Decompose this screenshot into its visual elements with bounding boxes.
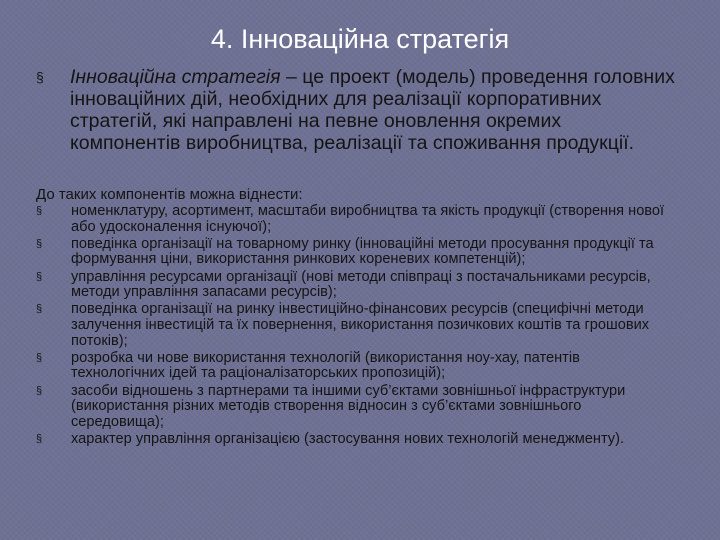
list-item	[36, 237, 676, 268]
definition-text: – це проект (модель) проведення головних інноваційних дій, необхідних для реалізації корпоративних стратегій, які направлені на певне оновлення окремих компонентів виробництва, реалізації та споживання продукції.	[70, 66, 675, 154]
list-item	[36, 384, 676, 431]
list-item	[36, 432, 676, 448]
component-list	[36, 204, 676, 449]
list-item-text: засоби відношень з партнерами та іншими суб’єктами зовнішньої інфраструктури (використання різних методів створення відносин з суб’єктами зовнішнього середовища);	[71, 382, 626, 430]
main-paragraph	[36, 66, 676, 154]
list-item	[36, 351, 676, 382]
list-item-text: поведінка організації на ринку інвестиційно-фінансових ресурсів (специфічні методи залучення інвестицій та їх повернення, використання позичкових коштів та грошових потоків);	[71, 301, 650, 349]
list-item-text: номенклатуру, асортимент, масштаби виробництва та якість продукції (створення нової або удосконалення існуючої);	[71, 203, 665, 235]
list-item-text: характер управління організацією (застосування нових технологій менеджменту).	[71, 430, 625, 447]
list-item	[36, 302, 676, 349]
list-item	[36, 270, 676, 301]
bullet-icon: §	[36, 205, 43, 217]
list-intro: До таких компонентів можна віднести:	[36, 186, 303, 203]
bullet-icon: §	[36, 237, 43, 250]
bullet-icon: §	[36, 69, 44, 85]
bullet-icon: §	[36, 270, 43, 283]
main-paragraph-text	[70, 66, 676, 154]
bullet-icon: §	[36, 432, 43, 445]
slide-title: 4. Інноваційна стратегія	[210, 24, 510, 54]
list-item-text: розробка чи нове використання технологій (використання ноу-хау, патентів технологічних ідей та раціоналізаторських пропозицій);	[71, 349, 580, 382]
bullet-icon: §	[36, 303, 43, 316]
term-italic: Інноваційна стратегія	[70, 66, 281, 88]
list-item-text: поведінка організації на товарному ринку (інноваційні методи просування продукції та формування ціни, використання ринкових кореневих компетенцій);	[71, 235, 654, 268]
bullet-icon: §	[36, 351, 43, 364]
list-item	[36, 204, 676, 235]
list-item-text: управління ресурсами організації (нові методи співпраці з постачальниками ресурсів, методи управління запасами ресурсів);	[71, 268, 651, 301]
bullet-icon: §	[36, 384, 43, 397]
